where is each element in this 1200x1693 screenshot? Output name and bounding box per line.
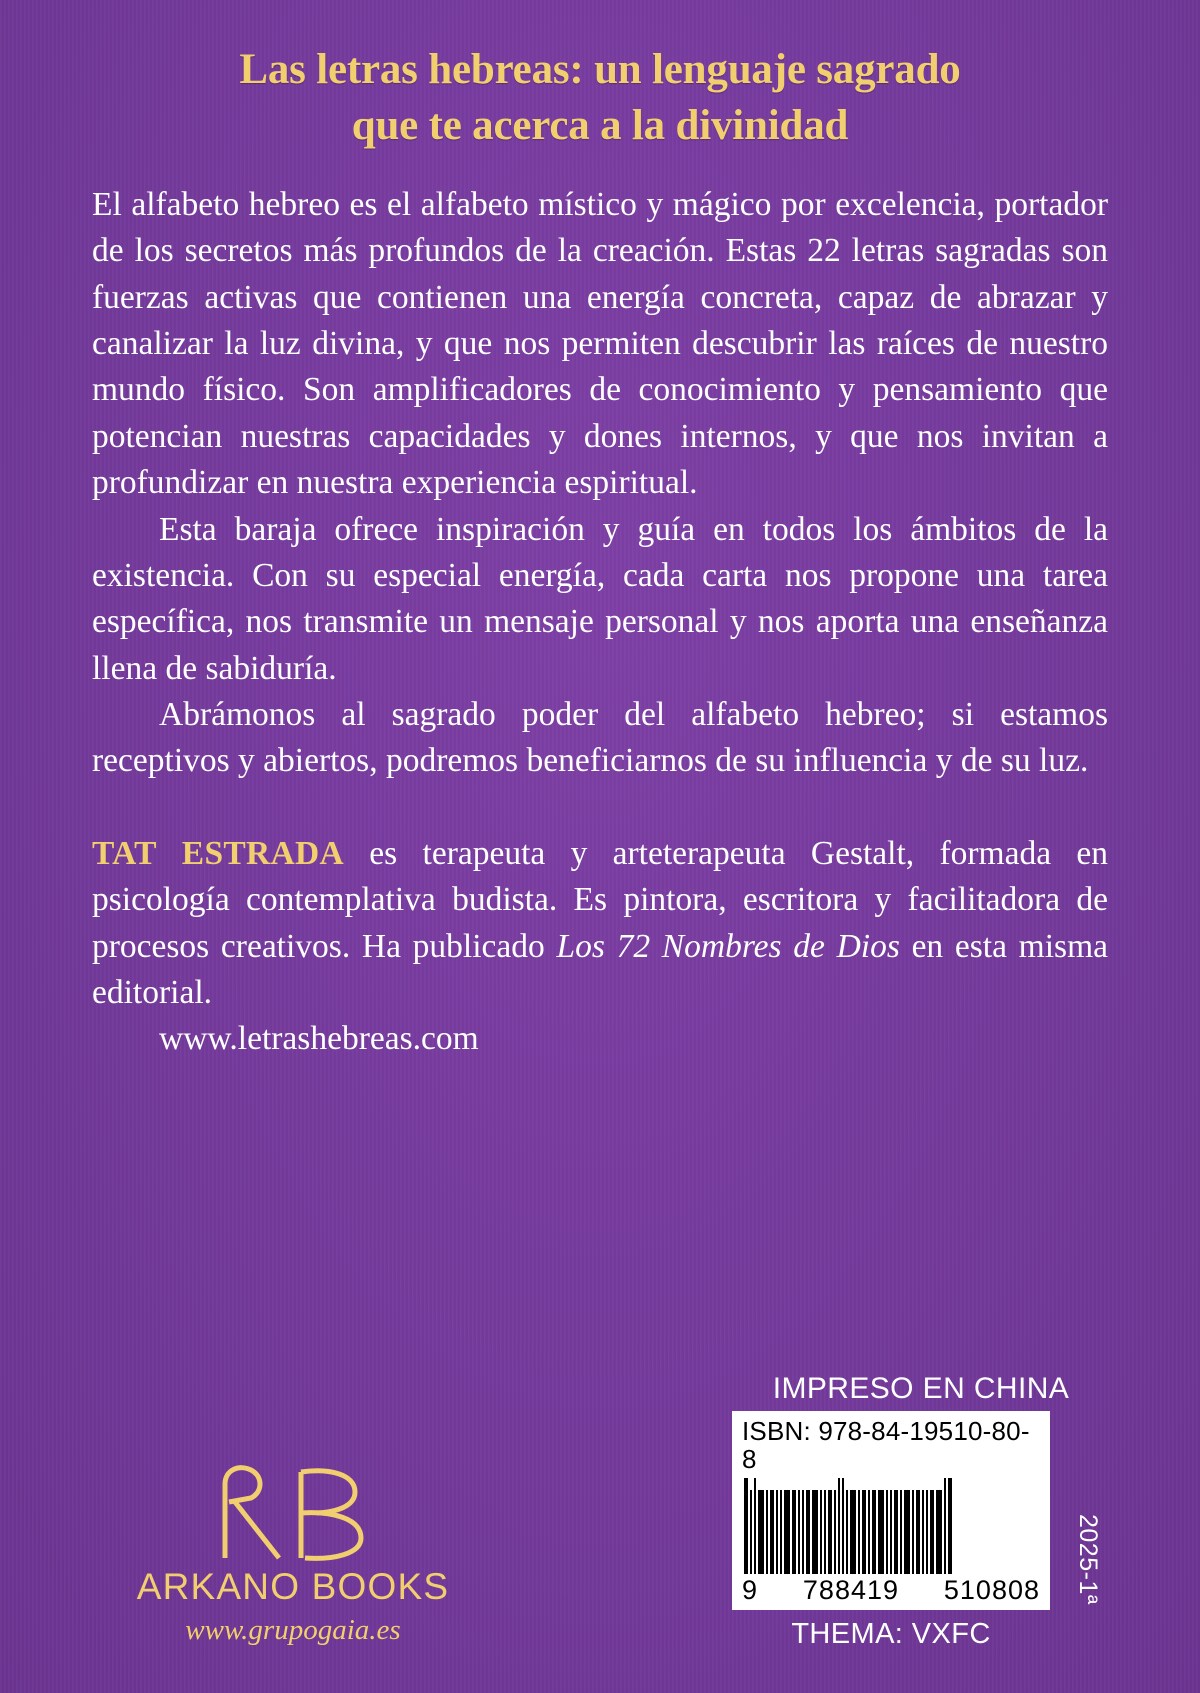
publisher-url[interactable]: www.grupogaia.es xyxy=(185,1614,401,1646)
blurb-text xyxy=(92,154,1108,785)
barcode-digit-prefix: 9 xyxy=(742,1575,759,1605)
blurb-paragraph-3: Abrámonos al sagrado poder del alfabeto hebreo; si estamos receptivos y abiertos, podremos beneficiarnos de su influencia y de su luz. xyxy=(92,696,1108,780)
blurb-paragraph-2: Esta baraja ofrece inspiración y guía en todos los ámbitos de la existencia. Con su especial energía, cada carta nos propone una tarea específica, nos transmite un mensaje personal y nos aporta una enseñanza llena de sabiduría. xyxy=(92,510,1108,687)
thema-code: THEMA: VXFC xyxy=(791,1618,991,1650)
author-previous-title: Los 72 Nombres de Dios xyxy=(556,927,900,965)
page-title xyxy=(92,0,1108,154)
edition-label: 2025-1ª xyxy=(1074,1514,1102,1605)
publisher-name: ARKANO BOOKS xyxy=(136,1566,450,1607)
headline-line-1: Las letras hebreas: un lenguaje sagrado xyxy=(239,46,961,93)
author-bio-part-2: en esta misma editorial. xyxy=(92,927,1108,1012)
cover-footer xyxy=(0,1293,1200,1693)
author-bio-part-1: es terapeuta y arteterapeuta Gestalt, formada en psicología contemplativa budista. Es pintora, escritora y facilitadora de procesos creativos. Ha publicado xyxy=(92,834,1108,965)
barcode-digits-right-group: 510808 xyxy=(943,1575,1040,1605)
blurb-paragraph-1: El alfabeto hebreo es el alfabeto místico y mágico por excelencia, portador de los secretos más profundos de la creación. Estas 22 letras sagradas son fuerzas activas que contienen una energía concreta, capaz de abrazar y canalizar la luz divina, y que nos permiten descubrir las raíces de nuestro mundo físico. Son amplificadores de conocimiento y pensamiento que potencian nuestras capacidades y dones internos, y que nos invitan a profundizar en nuestra experiencia espiritual. xyxy=(92,185,1108,502)
barcode-digits-left-group: 788419 xyxy=(802,1575,900,1605)
publisher-logo xyxy=(128,1458,458,1647)
isbn-barcode-block xyxy=(732,1372,1110,1651)
arkano-books-monogram-icon xyxy=(205,1458,381,1564)
barcode xyxy=(732,1411,1050,1610)
author-website[interactable]: www.letrashebreas.com xyxy=(159,1020,479,1058)
barcode-digits xyxy=(740,1574,1042,1606)
barcode-bars xyxy=(740,1478,1042,1574)
isbn-number: ISBN: 978-84-19510-80-8 xyxy=(742,1415,1030,1475)
author-name: TAT ESTRADA xyxy=(92,834,344,872)
headline-line-2: que te acerca a la divinidad xyxy=(351,101,849,149)
printed-in-label: IMPRESO EN CHINA xyxy=(772,1371,1070,1405)
author-bio xyxy=(92,785,1108,1063)
